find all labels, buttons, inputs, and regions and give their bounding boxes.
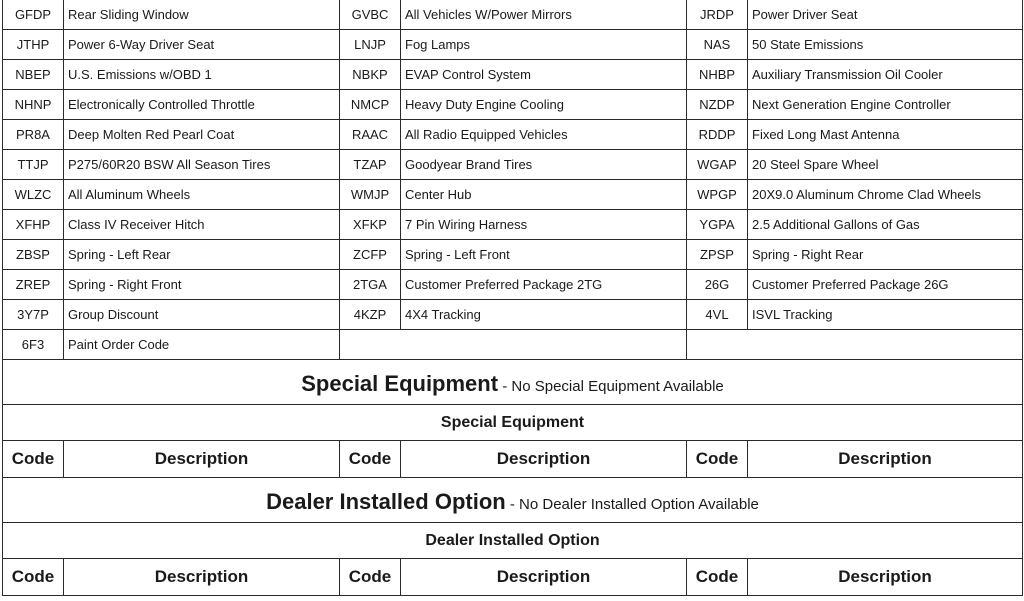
special-equipment-subheader: Special Equipment bbox=[3, 405, 1023, 441]
option-code: TZAP bbox=[340, 150, 401, 180]
option-description: Electronically Controlled Throttle bbox=[64, 90, 340, 120]
dealer-installed-subheader: Dealer Installed Option bbox=[3, 523, 1023, 559]
option-description: 20X9.0 Aluminum Chrome Clad Wheels bbox=[748, 180, 1023, 210]
option-description: Spring - Left Rear bbox=[64, 240, 340, 270]
option-code: 4KZP bbox=[340, 300, 401, 330]
option-description: Class IV Receiver Hitch bbox=[64, 210, 340, 240]
option-code: NMCP bbox=[340, 90, 401, 120]
code-header: Code bbox=[687, 559, 748, 596]
option-description: EVAP Control System bbox=[401, 60, 687, 90]
option-description: Spring - Left Front bbox=[401, 240, 687, 270]
option-description: All Vehicles W/Power Mirrors bbox=[401, 0, 687, 30]
option-code: NZDP bbox=[687, 90, 748, 120]
option-row bbox=[3, 30, 1023, 60]
option-description: Heavy Duty Engine Cooling bbox=[401, 90, 687, 120]
option-description: Fixed Long Mast Antenna bbox=[748, 120, 1023, 150]
empty-cell bbox=[340, 330, 687, 360]
option-code: 4VL bbox=[687, 300, 748, 330]
dealer-installed-header-row bbox=[3, 559, 1023, 596]
option-row bbox=[3, 120, 1023, 150]
special-equipment-header-row bbox=[3, 441, 1023, 478]
option-row bbox=[3, 210, 1023, 240]
option-code: XFHP bbox=[3, 210, 64, 240]
option-code: JRDP bbox=[687, 0, 748, 30]
option-code: ZREP bbox=[3, 270, 64, 300]
option-code: GFDP bbox=[3, 0, 64, 30]
option-row bbox=[3, 0, 1023, 30]
description-header: Description bbox=[748, 441, 1023, 478]
option-code: WLZC bbox=[3, 180, 64, 210]
code-header: Code bbox=[3, 559, 64, 596]
code-header: Code bbox=[340, 559, 401, 596]
option-row bbox=[3, 270, 1023, 300]
option-row bbox=[3, 240, 1023, 270]
option-code: PR8A bbox=[3, 120, 64, 150]
option-row bbox=[3, 300, 1023, 330]
option-description: Rear Sliding Window bbox=[64, 0, 340, 30]
option-description: 20 Steel Spare Wheel bbox=[748, 150, 1023, 180]
empty-cell bbox=[687, 330, 1023, 360]
option-code: WGAP bbox=[687, 150, 748, 180]
option-row bbox=[3, 60, 1023, 90]
option-description: Power 6-Way Driver Seat bbox=[64, 30, 340, 60]
option-description: All Aluminum Wheels bbox=[64, 180, 340, 210]
code-header: Code bbox=[687, 441, 748, 478]
description-header: Description bbox=[401, 441, 687, 478]
option-description: Power Driver Seat bbox=[748, 0, 1023, 30]
options-table bbox=[2, 0, 1023, 596]
option-code: NHNP bbox=[3, 90, 64, 120]
option-code: WMJP bbox=[340, 180, 401, 210]
option-description: 4X4 Tracking bbox=[401, 300, 687, 330]
option-code: NBKP bbox=[340, 60, 401, 90]
option-row bbox=[3, 150, 1023, 180]
code-header: Code bbox=[3, 441, 64, 478]
option-code: TTJP bbox=[3, 150, 64, 180]
option-description: Spring - Right Rear bbox=[748, 240, 1023, 270]
option-code: 26G bbox=[687, 270, 748, 300]
dealer-installed-title: Dealer Installed Option - No Dealer Installed Option Available bbox=[3, 478, 1023, 523]
option-code: LNJP bbox=[340, 30, 401, 60]
option-description: U.S. Emissions w/OBD 1 bbox=[64, 60, 340, 90]
option-description: Customer Preferred Package 2TG bbox=[401, 270, 687, 300]
option-code: JTHP bbox=[3, 30, 64, 60]
option-row bbox=[3, 90, 1023, 120]
option-code: ZPSP bbox=[687, 240, 748, 270]
option-description: Center Hub bbox=[401, 180, 687, 210]
description-header: Description bbox=[748, 559, 1023, 596]
option-code: XFKP bbox=[340, 210, 401, 240]
option-description: Deep Molten Red Pearl Coat bbox=[64, 120, 340, 150]
description-header: Description bbox=[401, 559, 687, 596]
option-code: 2TGA bbox=[340, 270, 401, 300]
option-code: 3Y7P bbox=[3, 300, 64, 330]
option-code: NHBP bbox=[687, 60, 748, 90]
option-description: All Radio Equipped Vehicles bbox=[401, 120, 687, 150]
special-equipment-title: Special Equipment - No Special Equipment Available bbox=[3, 360, 1023, 405]
description-header: Description bbox=[64, 559, 340, 596]
option-code: 6F3 bbox=[3, 330, 64, 360]
code-header: Code bbox=[340, 441, 401, 478]
option-code: ZCFP bbox=[340, 240, 401, 270]
option-code: RAAC bbox=[340, 120, 401, 150]
option-description: Next Generation Engine Controller bbox=[748, 90, 1023, 120]
option-description: Auxiliary Transmission Oil Cooler bbox=[748, 60, 1023, 90]
option-description: 7 Pin Wiring Harness bbox=[401, 210, 687, 240]
option-row bbox=[3, 180, 1023, 210]
option-description: Goodyear Brand Tires bbox=[401, 150, 687, 180]
option-description: 2.5 Additional Gallons of Gas bbox=[748, 210, 1023, 240]
option-code: YGPA bbox=[687, 210, 748, 240]
option-code: WPGP bbox=[687, 180, 748, 210]
option-description: Customer Preferred Package 26G bbox=[748, 270, 1023, 300]
option-code: RDDP bbox=[687, 120, 748, 150]
option-row bbox=[3, 330, 1023, 360]
option-code: NBEP bbox=[3, 60, 64, 90]
option-description: Spring - Right Front bbox=[64, 270, 340, 300]
option-description: ISVL Tracking bbox=[748, 300, 1023, 330]
option-code: GVBC bbox=[340, 0, 401, 30]
option-description: Fog Lamps bbox=[401, 30, 687, 60]
option-description: Group Discount bbox=[64, 300, 340, 330]
option-code: ZBSP bbox=[3, 240, 64, 270]
description-header: Description bbox=[64, 441, 340, 478]
option-description: Paint Order Code bbox=[64, 330, 340, 360]
option-description: P275/60R20 BSW All Season Tires bbox=[64, 150, 340, 180]
option-code: NAS bbox=[687, 30, 748, 60]
option-description: 50 State Emissions bbox=[748, 30, 1023, 60]
